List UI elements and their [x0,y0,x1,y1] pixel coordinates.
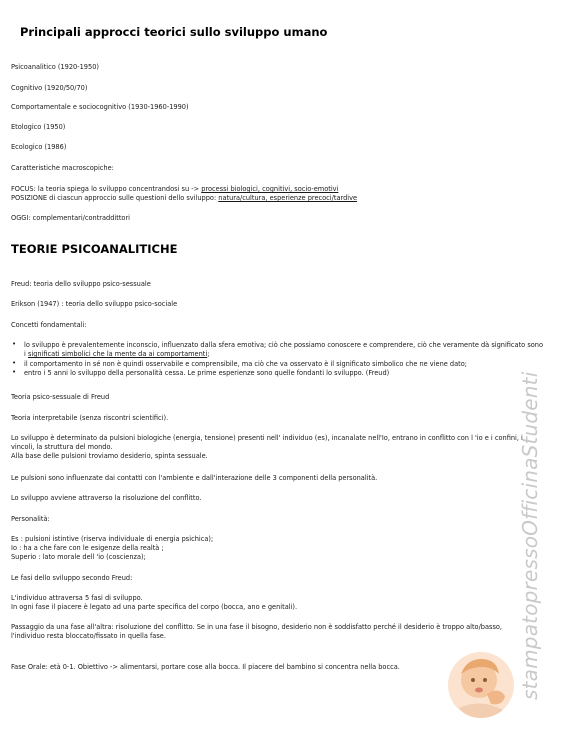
erikson-line: Erikson (1947) : teoria dello sviluppo psico-sociale [11,300,178,308]
posizione-line [11,194,357,202]
bullet-dot: • [12,368,17,376]
bullet-dot: • [12,359,17,367]
es-line: Es : pulsioni istintive (riserva individuale di energia psichica); [11,535,214,543]
bullet-dot: • [12,340,17,348]
fasi-line-2: In ogni fase il piacere è legato ad una parte specifica del corpo (bocca, ano e genitali). [11,603,298,611]
focus-prefix: FOCUS: la teoria spiega lo sviluppo concentrandosi su -> [11,185,202,193]
io-line: Io : ha a che fare con le esigenze della realtà ; [11,544,164,552]
passaggio-line-1: Passaggio da una fase all'altra: risoluzione del conflitto. Se in una fase il bisogno, desiderio non è soddisfatto perché il desiderio è troppo alto/basso, [11,623,503,631]
teoria-psico: Teoria psico-sessuale di Freud [11,393,110,401]
bullet-1-line-1: lo sviluppo è prevalentemente inconscio, influenzato dalla sfera emotiva; ciò che possiamo conoscere e comprendere, ciò che veramente dà significato sono [24,341,543,349]
conflitto-line: Lo sviluppo avviene attraverso la risoluzione del conflitto. [11,494,202,502]
baby-logo-icon [447,650,515,720]
macro-label: Caratteristiche macroscopiche: [11,164,114,172]
passaggio-line-2: l'individuo resta bloccato/fissato in quella fase. [11,632,166,640]
section-heading: TEORIE PSICOANALITICHE [11,242,178,256]
focus-underlined: processi biologici, cognitivi, socio-emotivi [201,185,339,193]
posizione-prefix: POSIZIONE di ciascun approccio sulle questioni dello sviluppo: [11,194,219,202]
superio-line: Superio : lato morale dell 'io (coscienza); [11,553,146,561]
fasi-title: Le fasi dello sviluppo secondo Freud: [11,574,133,582]
approach-item: Ecologico (1986) [11,143,67,151]
posizione-underlined: natura/cultura, esperienze precoci/tardive [218,194,358,202]
fasi-line-1: L'individuo attraversa 5 fasi di sviluppo. [11,594,143,602]
approach-item: Cognitivo (1920/50/70) [11,84,88,92]
page-title: Principali approcci teorici sullo sviluppo umano [20,25,328,39]
approach-item: Psicoanalitico (1920-1950) [11,63,99,71]
bullet-1-underlined: significati simbolici che la mente da ai comportamenti [27,350,208,358]
freud-line: Freud: teoria dello sviluppo psico-sessuale [11,280,151,288]
approach-item: Comportamentale e sociocognitivo (1930-1960-1990) [11,103,189,111]
bullet-2: il comportamento in sé non è quindi osservabile e comprensibile, ma ciò che va osservato è il significato simbolico che ne viene dato; [24,360,467,368]
bullet-1-suffix: ; [207,350,210,358]
sviluppo-line-2: vincoli, la struttura del mondo. [11,443,113,451]
focus-line [11,185,338,193]
fase-orale-line: Fase Orale: età 0-1. Obiettivo -> alimentarsi, portare cose alla bocca. Il piacere del bambino si concentra nella bocca. [11,663,400,671]
bullet-1-prefix: i [24,350,28,358]
watermark-text: stampatopressoOfficinaStudenti [518,371,542,700]
bullet-1-line-2 [24,350,209,358]
oggi-line: OGGI: complementari/contraddittori [11,214,131,222]
pulsioni-line: Le pulsioni sono influenzate dai contatti con l'ambiente e dall'interazione delle 3 componenti della personalità. [11,474,378,482]
sviluppo-line-3: Alla base delle pulsioni troviamo desiderio, spinta sessuale. [11,452,208,460]
teoria-interp: Teoria interpretabile (senza riscontri scientifici). [11,414,169,422]
sviluppo-line-1: Lo sviluppo è determinato da pulsioni biologiche (energia, tensione) presenti nell' individuo (es), incanalate nell'Io, entrano in conflitto con l 'io e i confini, i [11,434,523,442]
personalita-label: Personalità: [11,515,50,523]
approach-item: Etologico (1950) [11,123,66,131]
concetti-label: Concetti fondamentali: [11,321,87,329]
bullet-3: entro i 5 anni lo sviluppo della personalità cessa. Le prime esperienze sono quelle fondanti lo sviluppo. (Freud) [24,369,390,377]
